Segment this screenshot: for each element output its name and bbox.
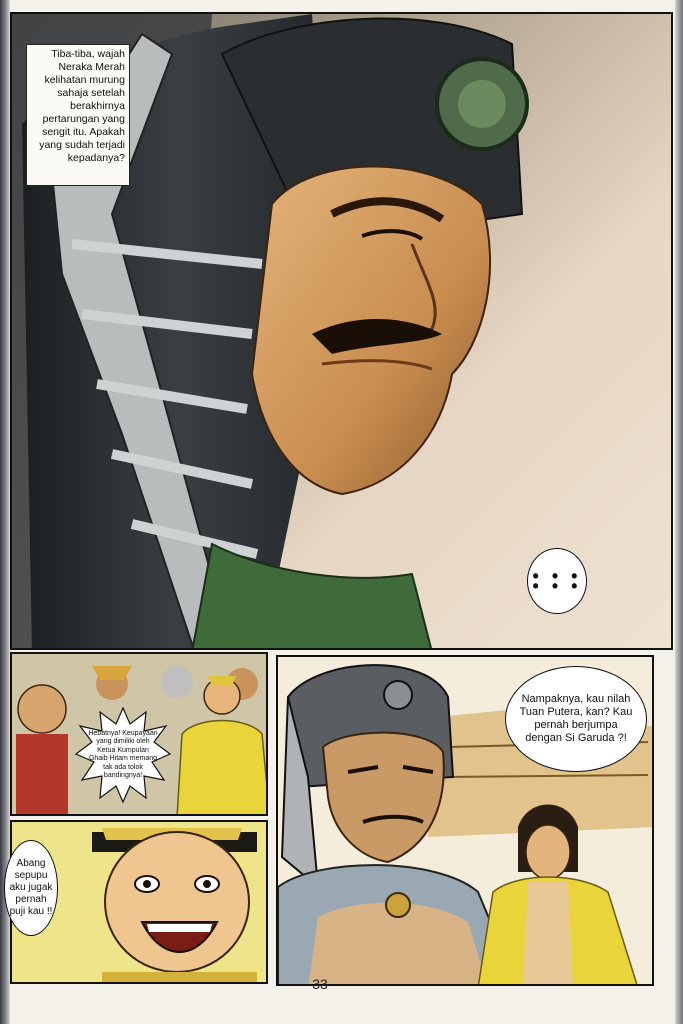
page-number: 33: [312, 976, 328, 992]
speech-bubble-nampaknya: Nampaknya, kau nilah Tuan Putera, kan? Kau pernah berjumpa dengan Si Garuda ?!: [505, 666, 647, 772]
speech-bubble-abang: Abang sepupu aku jugak pernah puji kau !!: [4, 840, 58, 936]
speech-burst-text: Hebatnya! Keupayaan yang dimiliki oleh Ketua Kumpulan Ghaib Hitam memang tak ada tolok bandingnya!: [88, 729, 158, 779]
speech-bubble-ellipsis: • • • • • •: [527, 548, 587, 614]
page-binding-edge-right: [675, 0, 683, 1024]
narration-caption: Tiba-tiba, wajah Neraka Merah kelihatan murung sahaja setelah berakhirnya pertarungan yang sengit itu. Apakah yang sudah terjadi kepadanya?: [26, 44, 130, 186]
speech-burst-hebatnya: [74, 706, 172, 804]
